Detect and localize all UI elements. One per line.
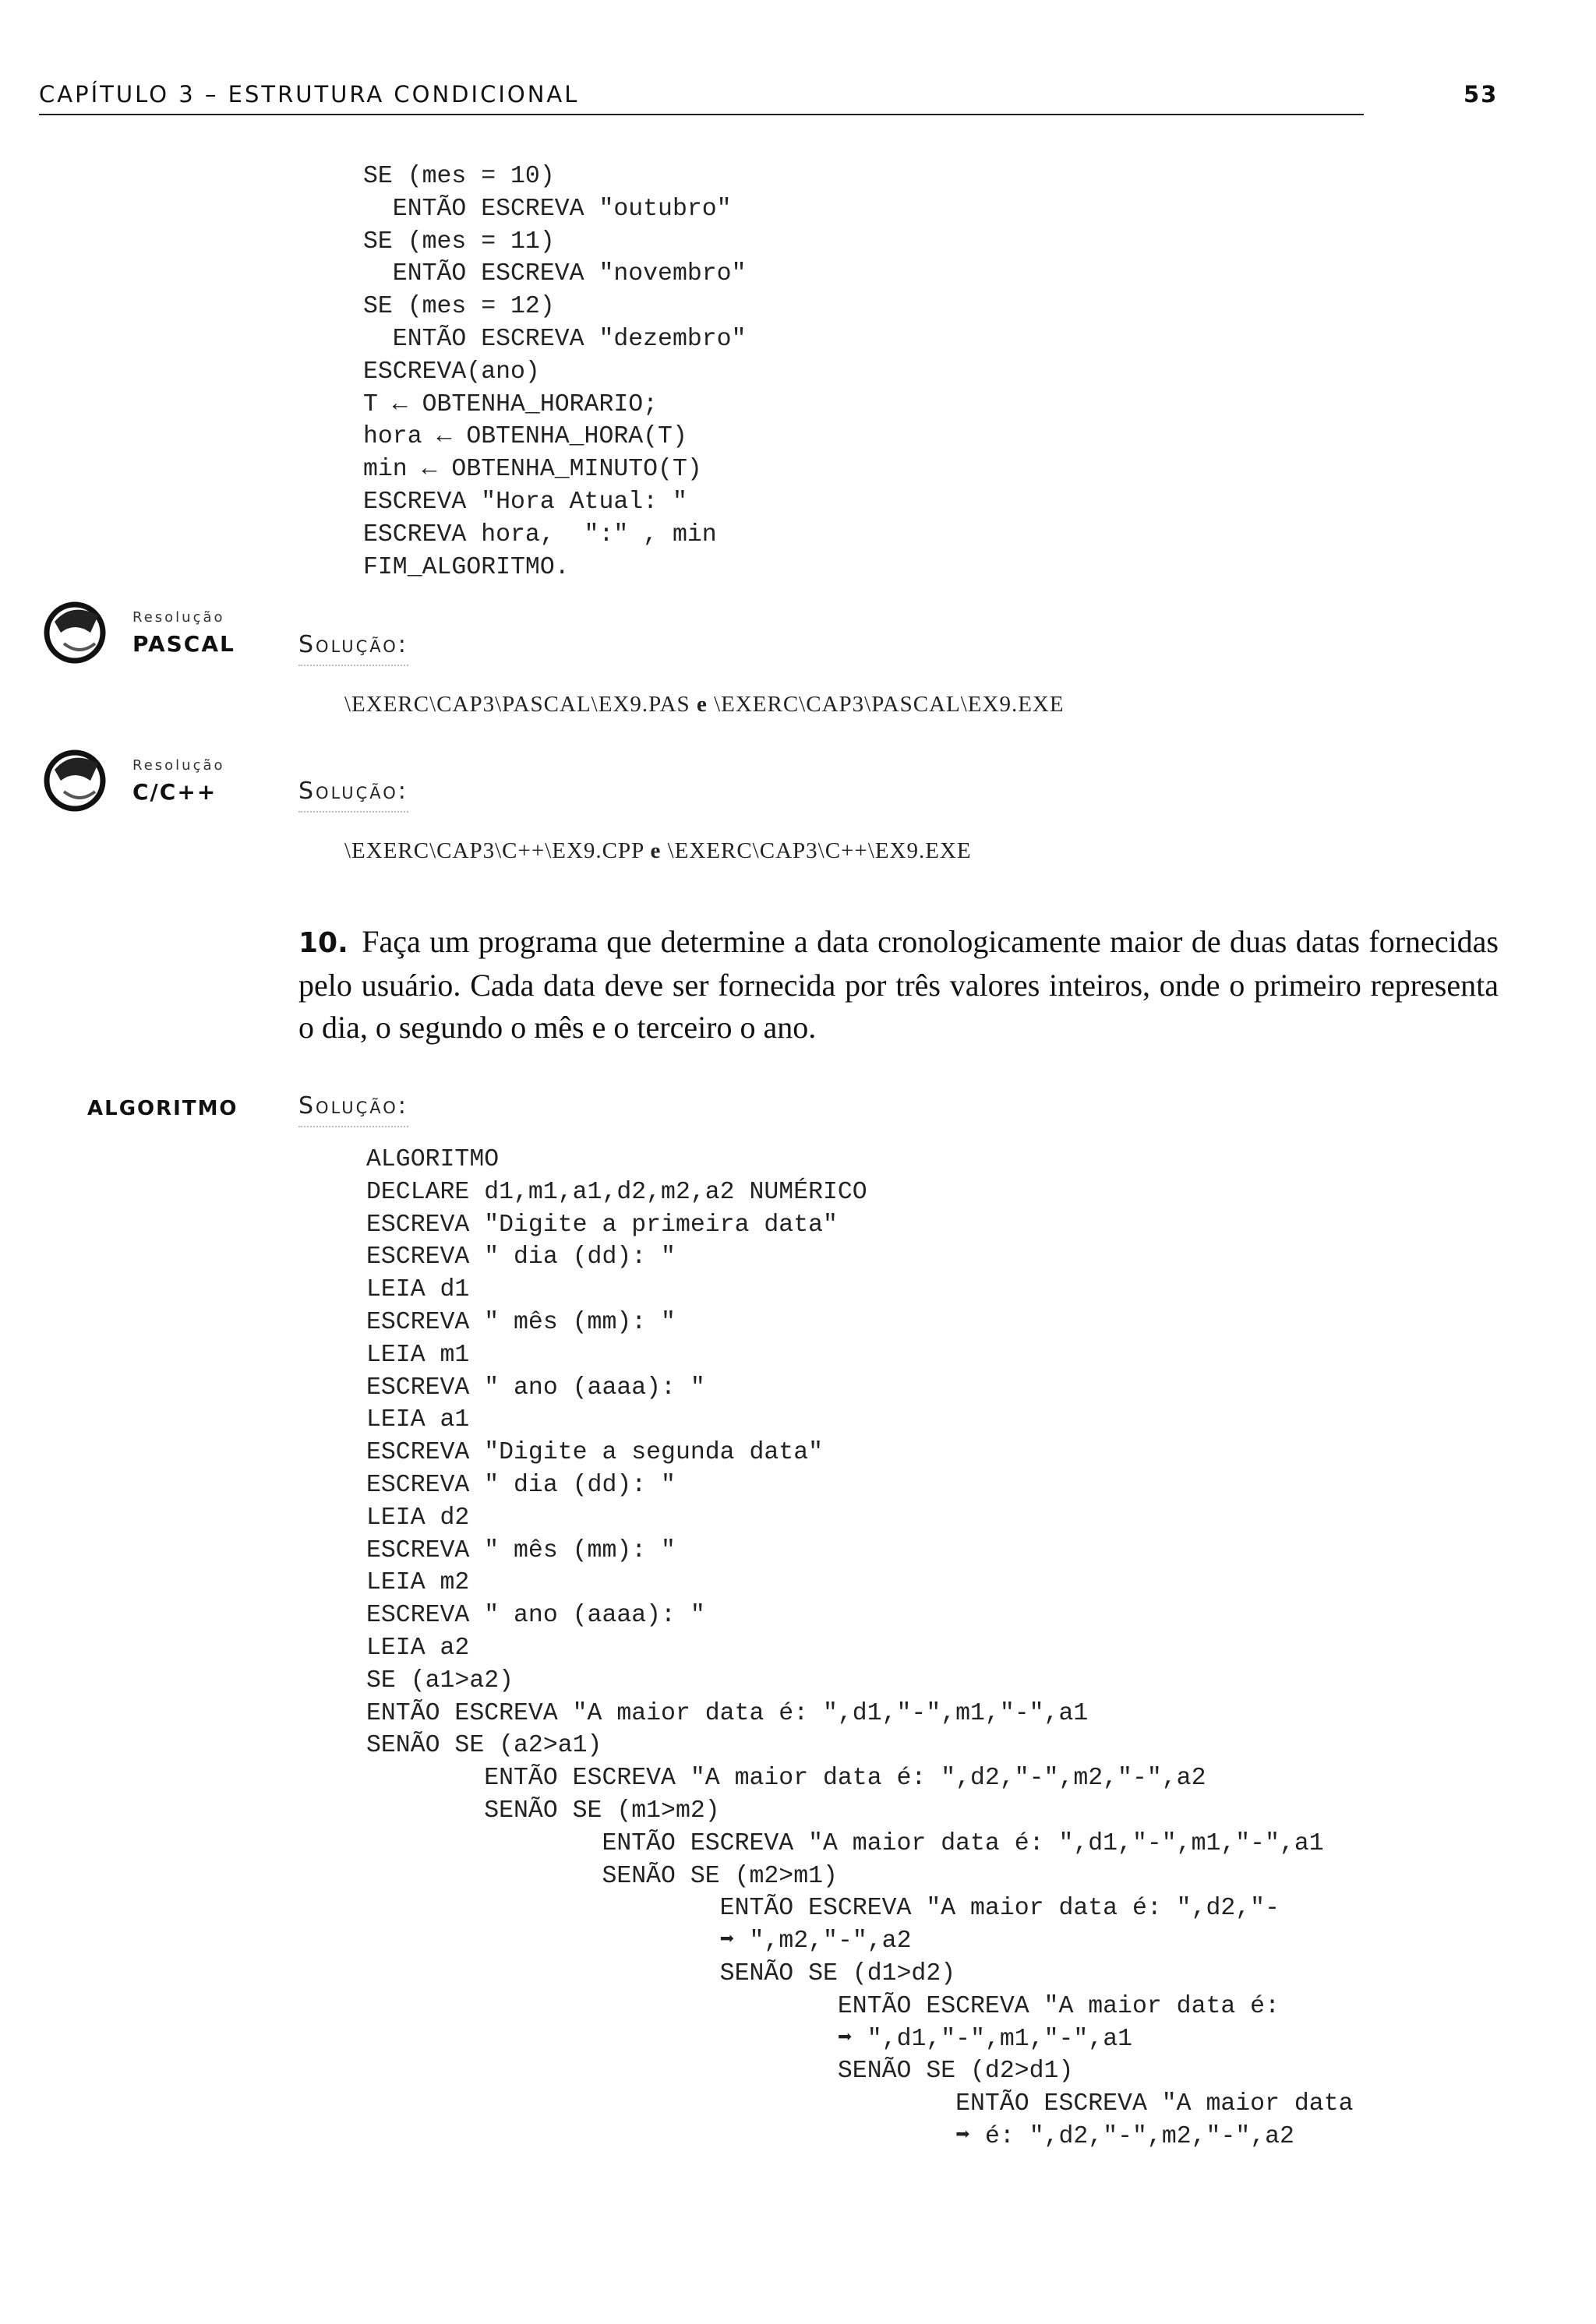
code-line: ENTÃO ESCREVA "dezembro": [363, 325, 747, 353]
code-line: ENTÃO ESCREVA "A maior data é: ",d1,"-",m1,"-",a1: [366, 1699, 1089, 1727]
code-line: ALGORITMO: [366, 1146, 500, 1173]
code-line: ESCREVA "Digite a segunda data": [366, 1439, 823, 1467]
code-line: ESCREVA hora, ":" , min: [363, 520, 717, 548]
cpp-path-source: \EXERC\CAP3\C++\EX9.CPP: [344, 838, 644, 863]
pascal-conjunction: e: [696, 692, 708, 717]
code-line: ESCREVA " ano (aaaa): ": [366, 1602, 705, 1630]
pascal-file-paths: [344, 692, 1065, 718]
code-block-top: [363, 160, 746, 584]
solucao-heading-cpp: Solução:: [298, 778, 408, 805]
code-line: ESCREVA " mês (mm): ": [366, 1536, 676, 1564]
code-line: LEIA m1: [366, 1341, 470, 1369]
code-line: ENTÃO ESCREVA "outubro": [363, 195, 732, 223]
code-line: LEIA a1: [366, 1406, 470, 1434]
code-line: T ← OBTENHA_HORARIO;: [363, 390, 659, 418]
cpp-conjunction: e: [650, 838, 662, 863]
code-line: min ← OBTENHA_MINUTO(T): [363, 456, 702, 484]
solucao-heading-algoritmo: Solução:: [298, 1092, 408, 1120]
code-line: LEIA d2: [366, 1504, 470, 1532]
code-line: SENÃO SE (a2>a1): [366, 1732, 602, 1760]
badge-resolution-label: Resolução: [132, 757, 225, 774]
code-line: ENTÃO ESCREVA "A maior data é: ",d2,"-",m2,"-",a2: [366, 1765, 1206, 1793]
code-line: LEIA m2: [366, 1569, 470, 1597]
code-line: LEIA d1: [366, 1276, 470, 1304]
algoritmo-badge: ALGORITMO: [87, 1097, 238, 1120]
code-line: SENÃO SE (m2>m1): [366, 1862, 838, 1890]
code-line: ➡ é: ",d2,"-",m2,"-",a2: [366, 2122, 1294, 2150]
chapter-title: CAPÍTULO 3 – ESTRUTURA CONDICIONAL: [39, 81, 580, 108]
page-number: 53: [1464, 81, 1499, 108]
code-line: SE (mes = 11): [363, 227, 555, 256]
code-line: SENÃO SE (m1>m2): [366, 1797, 720, 1825]
code-line: LEIA a2: [366, 1634, 470, 1662]
code-line: DECLARE d1,m1,a1,d2,m2,a2 NUMÉRICO: [366, 1178, 867, 1206]
code-line: ESCREVA " mês (mm): ": [366, 1308, 676, 1336]
exercise-statement: Faça um programa que determine a data cronologicamente maior de duas datas fornecidas pelo usuário. Cada data deve ser fornecida por três valores inteiros, onde o primeiro representa o dia, o segundo o mês e o terceiro o ano.: [298, 924, 1499, 1045]
code-line: SE (mes = 12): [363, 293, 555, 321]
code-line: ➡ ",m2,"-",a2: [366, 1927, 912, 1955]
code-line: FIM_ALGORITMO.: [363, 553, 570, 581]
code-line: ESCREVA "Hora Atual: ": [363, 488, 687, 516]
resolution-ring-icon: [41, 598, 109, 667]
code-line: ESCREVA " dia (dd): ": [366, 1243, 676, 1271]
pascal-path-exe: \EXERC\CAP3\PASCAL\EX9.EXE: [714, 692, 1065, 717]
cpp-file-paths: [344, 838, 972, 864]
code-line: SENÃO SE (d1>d2): [366, 1959, 956, 1987]
code-line: ➡ ",d1,"-",m1,"-",a1: [366, 2025, 1133, 2053]
exercise-number: 10.: [298, 927, 348, 959]
pascal-path-source: \EXERC\CAP3\PASCAL\EX9.PAS: [344, 692, 690, 717]
code-line: ESCREVA(ano): [363, 358, 540, 386]
resolution-ring-icon: [41, 746, 109, 815]
code-line: SE (a1>a2): [366, 1666, 514, 1695]
code-line: ESCREVA " dia (dd): ": [366, 1471, 676, 1499]
code-line: SE (mes = 10): [363, 163, 555, 190]
solucao-heading-pascal: Solução:: [298, 631, 408, 658]
code-line: ENTÃO ESCREVA "A maior data é: ",d2,"-: [366, 1895, 1280, 1923]
code-line: ESCREVA " ano (aaaa): ": [366, 1374, 705, 1402]
code-line: ENTÃO ESCREVA "A maior data: [366, 2090, 1354, 2118]
exercise-10: [298, 921, 1499, 1049]
badge-pascal-label: PASCAL: [132, 631, 235, 657]
code-line: ENTÃO ESCREVA "A maior data é: ",d1,"-",m1,"-",a1: [366, 1829, 1324, 1857]
code-line: ESCREVA "Digite a primeira data": [366, 1211, 838, 1239]
code-line: ENTÃO ESCREVA "A maior data é:: [366, 1992, 1280, 2020]
code-line: SENÃO SE (d2>d1): [366, 2058, 1074, 2086]
cpp-path-exe: \EXERC\CAP3\C++\EX9.EXE: [667, 838, 972, 863]
badge-resolution-label: Resolução: [132, 609, 225, 626]
page-header: [39, 76, 1499, 117]
code-line: hora ← OBTENHA_HORA(T): [363, 423, 687, 451]
header-rule: [39, 114, 1364, 115]
code-line: ENTÃO ESCREVA "novembro": [363, 260, 747, 288]
badge-cpp-label: C/C++: [132, 779, 217, 805]
code-block-algorithm: [366, 1144, 1354, 2153]
